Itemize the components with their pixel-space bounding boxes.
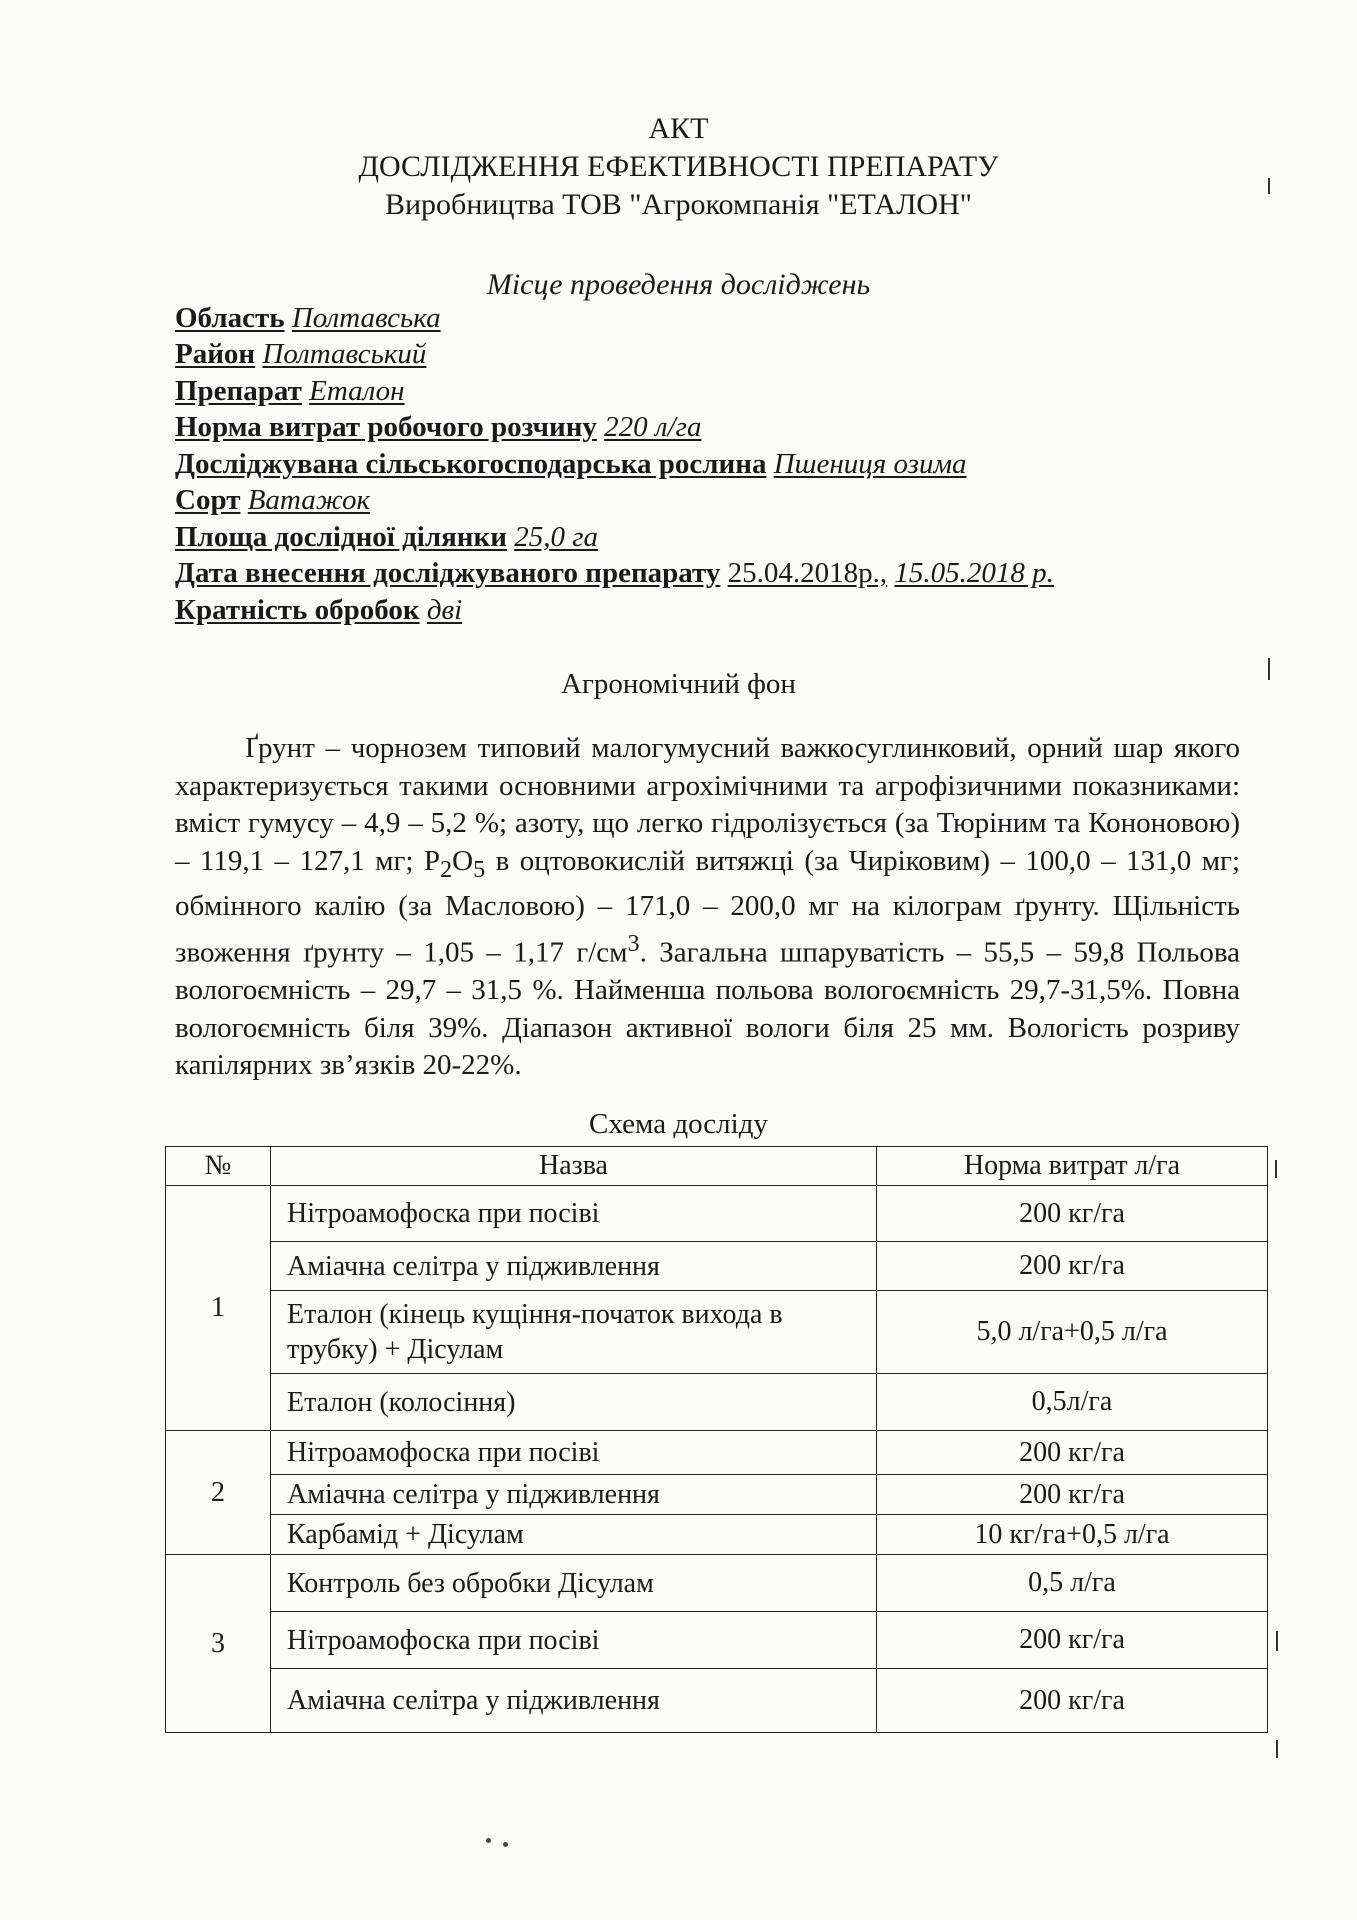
row-rate: 200 кг/га bbox=[877, 1242, 1268, 1291]
scan-mark bbox=[1268, 658, 1270, 680]
agro-text-sup1: 3 bbox=[627, 930, 640, 958]
table-row bbox=[166, 1555, 1268, 1612]
agro-text-sub2: 5 bbox=[473, 855, 486, 883]
act-title: АКТ bbox=[648, 112, 709, 145]
row-name: Нітроамофоска при посіві bbox=[271, 1612, 877, 1669]
row-rate: 200 кг/га bbox=[877, 1612, 1268, 1669]
agro-text-part4: . Загальна шпаруватість – 55,5 – 59,8 Польова вологоємність – 29,7 – 31,5 %. Найменша польова вологоємність 29,7-31,5%. Повна вологоємність біля 39%. Діапазон активної вологи біля 25 мм. Вологість розриву капілярних зв’язків 20-22%. bbox=[175, 936, 1240, 1082]
field-district-label: Район bbox=[175, 338, 256, 370]
agro-text-part2: O bbox=[452, 844, 474, 877]
row-rate: 0,5л/га bbox=[877, 1374, 1268, 1431]
table-row bbox=[166, 1291, 1268, 1374]
row-rate: 200 кг/га bbox=[877, 1475, 1268, 1515]
field-region bbox=[175, 302, 441, 335]
table-row bbox=[166, 1242, 1268, 1291]
agro-text-part3: в оцтовокислій витяжці (за Чиріковим) – 100,0 – 131,0 мг; обмінного калію (за Масловою) – 171,0 – 200,0 мг на кілограм ґрунту. Щільність звоження ґрунту – 1,05 – 1,17 г/см bbox=[175, 844, 1240, 969]
table-row bbox=[166, 1186, 1268, 1242]
act-subtitle: ДОСЛІДЖЕННЯ ЕФЕКТИВНОСТІ ПРЕПАРАТУ bbox=[358, 150, 999, 183]
field-region-value: Полтавська bbox=[291, 302, 441, 334]
row-rate: 200 кг/га bbox=[877, 1186, 1268, 1242]
scan-mark bbox=[1276, 1740, 1278, 1758]
table-row bbox=[166, 1515, 1268, 1555]
row-name: Аміачна селітра у підживлення bbox=[271, 1242, 877, 1291]
field-variety-label: Сорт bbox=[175, 484, 241, 516]
row-rate: 5,0 л/га+0,5 л/га bbox=[877, 1291, 1268, 1374]
row-name: Аміачна селітра у підживлення bbox=[271, 1475, 877, 1515]
row-rate: 200 кг/га bbox=[877, 1431, 1268, 1475]
field-plot-area bbox=[175, 521, 598, 554]
row-name: Контроль без обробки Дісулам bbox=[271, 1555, 877, 1612]
group-number: 2 bbox=[166, 1431, 271, 1555]
field-application-date bbox=[175, 557, 1054, 590]
table-row bbox=[166, 1612, 1268, 1669]
field-crop-value: Пшениця озима bbox=[773, 448, 967, 480]
header-name: Назва bbox=[271, 1147, 877, 1186]
agro-heading: Агрономічний фон bbox=[561, 668, 796, 700]
row-name: Карбамід + Дісулам bbox=[271, 1515, 877, 1555]
field-preparation-value: Еталон bbox=[309, 375, 405, 407]
field-plot-area-value: 25,0 га bbox=[514, 521, 599, 553]
field-treatments bbox=[175, 594, 462, 627]
field-crop-label: Досліджувана сільськогосподарська рослина bbox=[175, 448, 767, 480]
row-name: Еталон (кінець кущіння-початок вихода в трубку) + Дісулам bbox=[271, 1291, 877, 1374]
field-plot-area-label: Площа дослідної ділянки bbox=[175, 521, 507, 553]
field-solution-rate-label: Норма витрат робочого розчину bbox=[175, 411, 597, 443]
group-number: 3 bbox=[166, 1555, 271, 1733]
table-row bbox=[166, 1374, 1268, 1431]
field-treatments-value: дві bbox=[426, 594, 463, 626]
scan-mark bbox=[1275, 1160, 1277, 1178]
scan-dot bbox=[503, 1842, 508, 1847]
scan-mark bbox=[1268, 178, 1270, 194]
field-application-date-value2: 15.05.2018 р. bbox=[894, 557, 1054, 589]
table-row bbox=[166, 1475, 1268, 1515]
group-number: 1 bbox=[166, 1186, 271, 1431]
field-application-date-label: Дата внесення досліджуваного препарату bbox=[175, 557, 721, 589]
field-variety bbox=[175, 484, 370, 517]
scheme-title: Схема досліду bbox=[589, 1108, 768, 1140]
agro-paragraph bbox=[175, 730, 1240, 1085]
field-treatments-label: Кратність обробок bbox=[175, 594, 420, 626]
table-row bbox=[166, 1669, 1268, 1733]
row-name: Нітроамофоска при посіві bbox=[271, 1431, 877, 1475]
row-rate: 0,5 л/га bbox=[877, 1555, 1268, 1612]
agro-text-part1: Ґрунт – чорнозем типовий малогумусний важкосуглинковий, орний шар якого характеризується такими основними агрохімічними та агрофізичними показниками: вміст гумусу – 4,9 – 5,2 %; азоту, що легко гідролізується (за Тюріним та Кононовою) – 119,1 – 127,1 мг; P bbox=[175, 732, 1240, 877]
field-solution-rate bbox=[175, 411, 701, 444]
row-name: Аміачна селітра у підживлення bbox=[271, 1669, 877, 1733]
field-variety-value: Ватажок bbox=[247, 484, 371, 516]
scheme-table bbox=[165, 1146, 1268, 1733]
field-preparation bbox=[175, 375, 405, 408]
row-name: Нітроамофоска при посіві bbox=[271, 1186, 877, 1242]
field-district bbox=[175, 338, 426, 371]
header-num: № bbox=[166, 1147, 271, 1186]
field-region-label: Область bbox=[175, 302, 285, 334]
table-row bbox=[166, 1431, 1268, 1475]
agro-text-sub1: 2 bbox=[440, 855, 453, 883]
act-producer: Виробництва ТОВ "Агрокомпанія "ЕТАЛОН" bbox=[384, 188, 973, 221]
field-solution-rate-value: 220 л/га bbox=[604, 411, 702, 443]
place-heading: Місце проведення досліджень bbox=[486, 268, 871, 301]
field-district-value: Полтавський bbox=[262, 338, 427, 370]
field-preparation-label: Препарат bbox=[175, 375, 302, 407]
field-application-date-value: 25.04.2018р., bbox=[727, 557, 888, 589]
row-name: Еталон (колосіння) bbox=[271, 1374, 877, 1431]
header-rate: Норма витрат л/га bbox=[877, 1147, 1268, 1186]
row-rate: 200 кг/га bbox=[877, 1669, 1268, 1733]
row-rate: 10 кг/га+0,5 л/га bbox=[877, 1515, 1268, 1555]
scan-dot bbox=[486, 1838, 491, 1843]
scan-mark bbox=[1276, 1631, 1278, 1651]
table-header-row bbox=[166, 1147, 1268, 1186]
field-crop bbox=[175, 448, 966, 481]
